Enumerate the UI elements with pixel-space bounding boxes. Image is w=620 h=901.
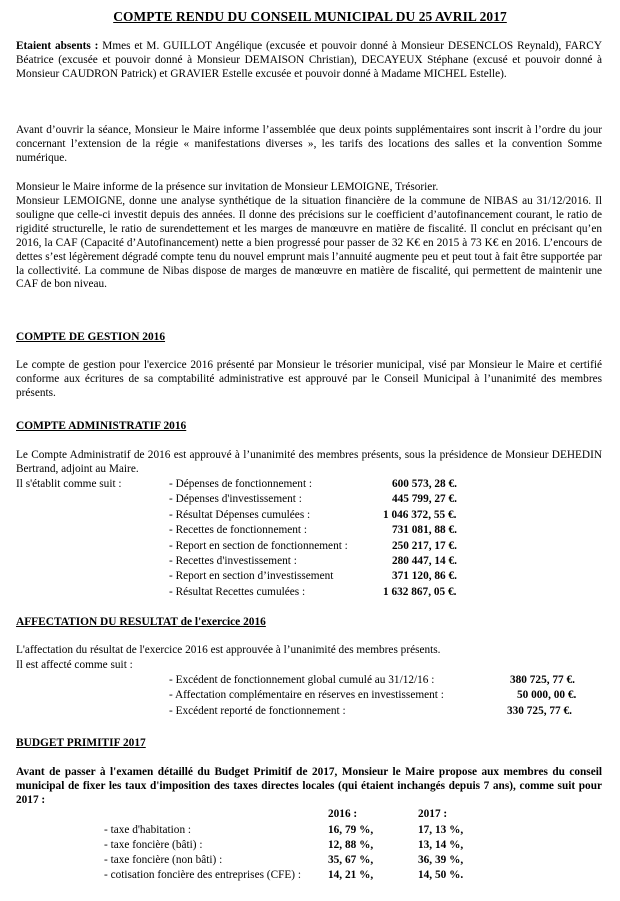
section-heading-gestion: COMPTE DE GESTION 2016 bbox=[16, 331, 166, 343]
list-item bbox=[169, 493, 609, 508]
item-label: - Excédent reporté de fonctionnement : bbox=[169, 704, 346, 717]
rate-2016: 16, 79 %, bbox=[328, 824, 374, 836]
table-row bbox=[0, 839, 620, 854]
lemoigne-intro-line: Monsieur le Maire informe de la présence sur invitation de Monsieur LEMOIGNE, Trésorier. bbox=[16, 181, 439, 193]
table-row bbox=[0, 854, 620, 869]
item-value: 1 632 867, 05 €. bbox=[383, 585, 457, 598]
item-value: 380 725, 77 €. bbox=[510, 674, 575, 686]
item-value: 600 573, 28 €. bbox=[392, 478, 457, 490]
list-item bbox=[169, 689, 609, 704]
tax-label: - taxe d'habitation : bbox=[104, 824, 192, 836]
affectation-list bbox=[169, 674, 609, 720]
rate-2016: 12, 88 %, bbox=[328, 839, 374, 851]
gestion-paragraph: Le compte de gestion pour l'exercice 2016 présenté par Monsieur le trésorier municipal, visé par Monsieur le Maire et certifié conforme aux écritures de sa comptabilité administrative est approuvé par le Conseil Municipal à l’unanimité des membres présents. bbox=[16, 359, 602, 399]
column-header-2016: 2016 : bbox=[328, 808, 358, 820]
absents-label: Etaient absents : bbox=[16, 40, 99, 52]
list-item bbox=[169, 509, 609, 524]
affectation-heading-main: AFFECTATION DU RESULTAT bbox=[16, 616, 178, 628]
column-header-2017: 2017 : bbox=[418, 808, 448, 820]
item-value: 1 046 372, 55 €. bbox=[383, 508, 457, 521]
section-heading-affectation bbox=[16, 615, 266, 629]
affectation-line-1: L'affectation du résultat de l'exercice 2016 est approuvée à l’unanimité des membres présents. bbox=[16, 644, 441, 656]
budget-paragraph: Avant de passer à l'examen détaillé du Budget Primitif de 2017, Monsieur le Maire propose aux membres du conseil municipal de fixer les taux d'imposition des taxes directes locales (qui étaient inchangés depuis 7 ans), comme suit pour 2017 : bbox=[16, 766, 602, 806]
absents-paragraph bbox=[16, 40, 602, 82]
rate-2017: 17, 13 %, bbox=[418, 824, 464, 836]
item-label: - Dépenses de fonctionnement : bbox=[169, 478, 313, 490]
tax-label: - taxe foncière (non bâti) : bbox=[104, 854, 223, 866]
rate-2017: 14, 50 %. bbox=[418, 869, 464, 881]
list-item bbox=[169, 586, 609, 601]
table-row bbox=[0, 869, 620, 884]
item-label: - Report en section de fonctionnement : bbox=[169, 539, 348, 552]
rate-2017: 13, 14 %, bbox=[418, 839, 464, 851]
rate-2017: 36, 39 %, bbox=[418, 854, 464, 866]
intro-paragraph: Avant d’ouvrir la séance, Monsieur le Maire informe l’assemblée que deux points supplémentaires sont inscrit à l’ordre du jour concernant l’extension de la régie « manifestations diverses », les tarifs des locations des salles et la convention Somme numérique. bbox=[16, 124, 602, 164]
rate-2016: 35, 67 %, bbox=[328, 854, 374, 866]
absents-text: Mmes et M. GUILLOT Angélique (excusée et pouvoir donné à Monsieur DESENCLOS Reynald), FARCY Béatrice (excusée et pouvoir donné à Monsieur DEMAISON Christian), DECAYEUX Stéphane (excusé et pouvoir donné à Monsieur CAUDRON Patrick) et GRAVIER Estelle excusée et pouvoir donné à Madame MICHEL Estelle). bbox=[16, 40, 602, 80]
item-label: - Résultat Dépenses cumulées : bbox=[169, 508, 311, 521]
list-item bbox=[169, 570, 609, 585]
affectation-heading-rest: de l'exercice 2016 bbox=[177, 616, 266, 628]
item-label: - Dépenses d'investissement : bbox=[169, 493, 302, 506]
item-value: 371 120, 86 €. bbox=[392, 570, 457, 583]
item-value: 50 000, 00 €. bbox=[517, 689, 577, 702]
list-item bbox=[169, 478, 609, 493]
list-item bbox=[169, 540, 609, 555]
item-value: 445 799, 27 €. bbox=[392, 493, 457, 506]
item-label: - Affectation complémentaire en réserves en investissement : bbox=[169, 689, 444, 702]
item-label: - Excédent de fonctionnement global cumulé au 31/12/16 : bbox=[169, 674, 435, 686]
item-label: - Recettes d'investissement : bbox=[169, 554, 297, 567]
list-item bbox=[169, 524, 609, 539]
item-label: - Résultat Recettes cumulées : bbox=[169, 585, 306, 598]
item-value: 330 725, 77 €. bbox=[507, 704, 572, 717]
list-item bbox=[169, 674, 609, 689]
affectation-line-2: Il est affecté comme suit : bbox=[16, 659, 133, 671]
item-label: - Report en section d’investissement bbox=[169, 570, 334, 583]
list-item bbox=[169, 555, 609, 570]
section-heading-administratif: COMPTE ADMINISTRATIF 2016 bbox=[16, 420, 187, 432]
rate-2016: 14, 21 %, bbox=[328, 869, 374, 881]
list-item bbox=[169, 705, 609, 720]
lemoigne-paragraph: Monsieur LEMOIGNE, donne une analyse synthétique de la situation financière de la commune de NIBAS au 31/12/2016. Il souligne que celle-ci investit depuis des années. Il donne des précisions sur le coefficient d’autofinancement courant, le ratio de rigidité structurelle, le ratio de surendettement et les marges de manœuvre en matière de fiscalité. Il conclut en précisant qu’en 2016, la CAF (Capacité d’Autofinancement) nette a bien progressé pour passer de 32 K€ en 2015 à 73 K€ en 2016. L’encours de dettes s’est légèrement dégradé compte tenu du nouvel emprunt mais l’annuité augmente peu et peut tout à fait être supportée par la collectivité. La commune de Nibas dispose de marges de manœuvre en matière de fiscalité, qui permettent de maintenir une CAF de bon niveau. bbox=[16, 195, 602, 291]
item-value: 280 447, 14 €. bbox=[392, 554, 457, 567]
table-row bbox=[0, 824, 620, 839]
item-value: 731 081, 88 €. bbox=[392, 524, 457, 537]
item-value: 250 217, 17 €. bbox=[392, 539, 457, 552]
administratif-intro: Il s'établit comme suit : bbox=[16, 478, 122, 490]
administratif-paragraph: Le Compte Administratif de 2016 est approuvé à l’unanimité des membres présents, sous la présidence de Monsieur DEHEDIN Bertrand, adjoint au Maire. bbox=[16, 449, 602, 475]
tax-label: - taxe foncière (bâti) : bbox=[104, 839, 203, 851]
administratif-list bbox=[169, 478, 609, 601]
page-title: COMPTE RENDU DU CONSEIL MUNICIPAL DU 25 AVRIL 2017 bbox=[113, 9, 507, 24]
tax-label: - cotisation foncière des entreprises (CFE) : bbox=[104, 869, 302, 881]
item-label: - Recettes de fonctionnement : bbox=[169, 524, 308, 537]
section-heading-budget: BUDGET PRIMITIF 2017 bbox=[16, 737, 146, 749]
